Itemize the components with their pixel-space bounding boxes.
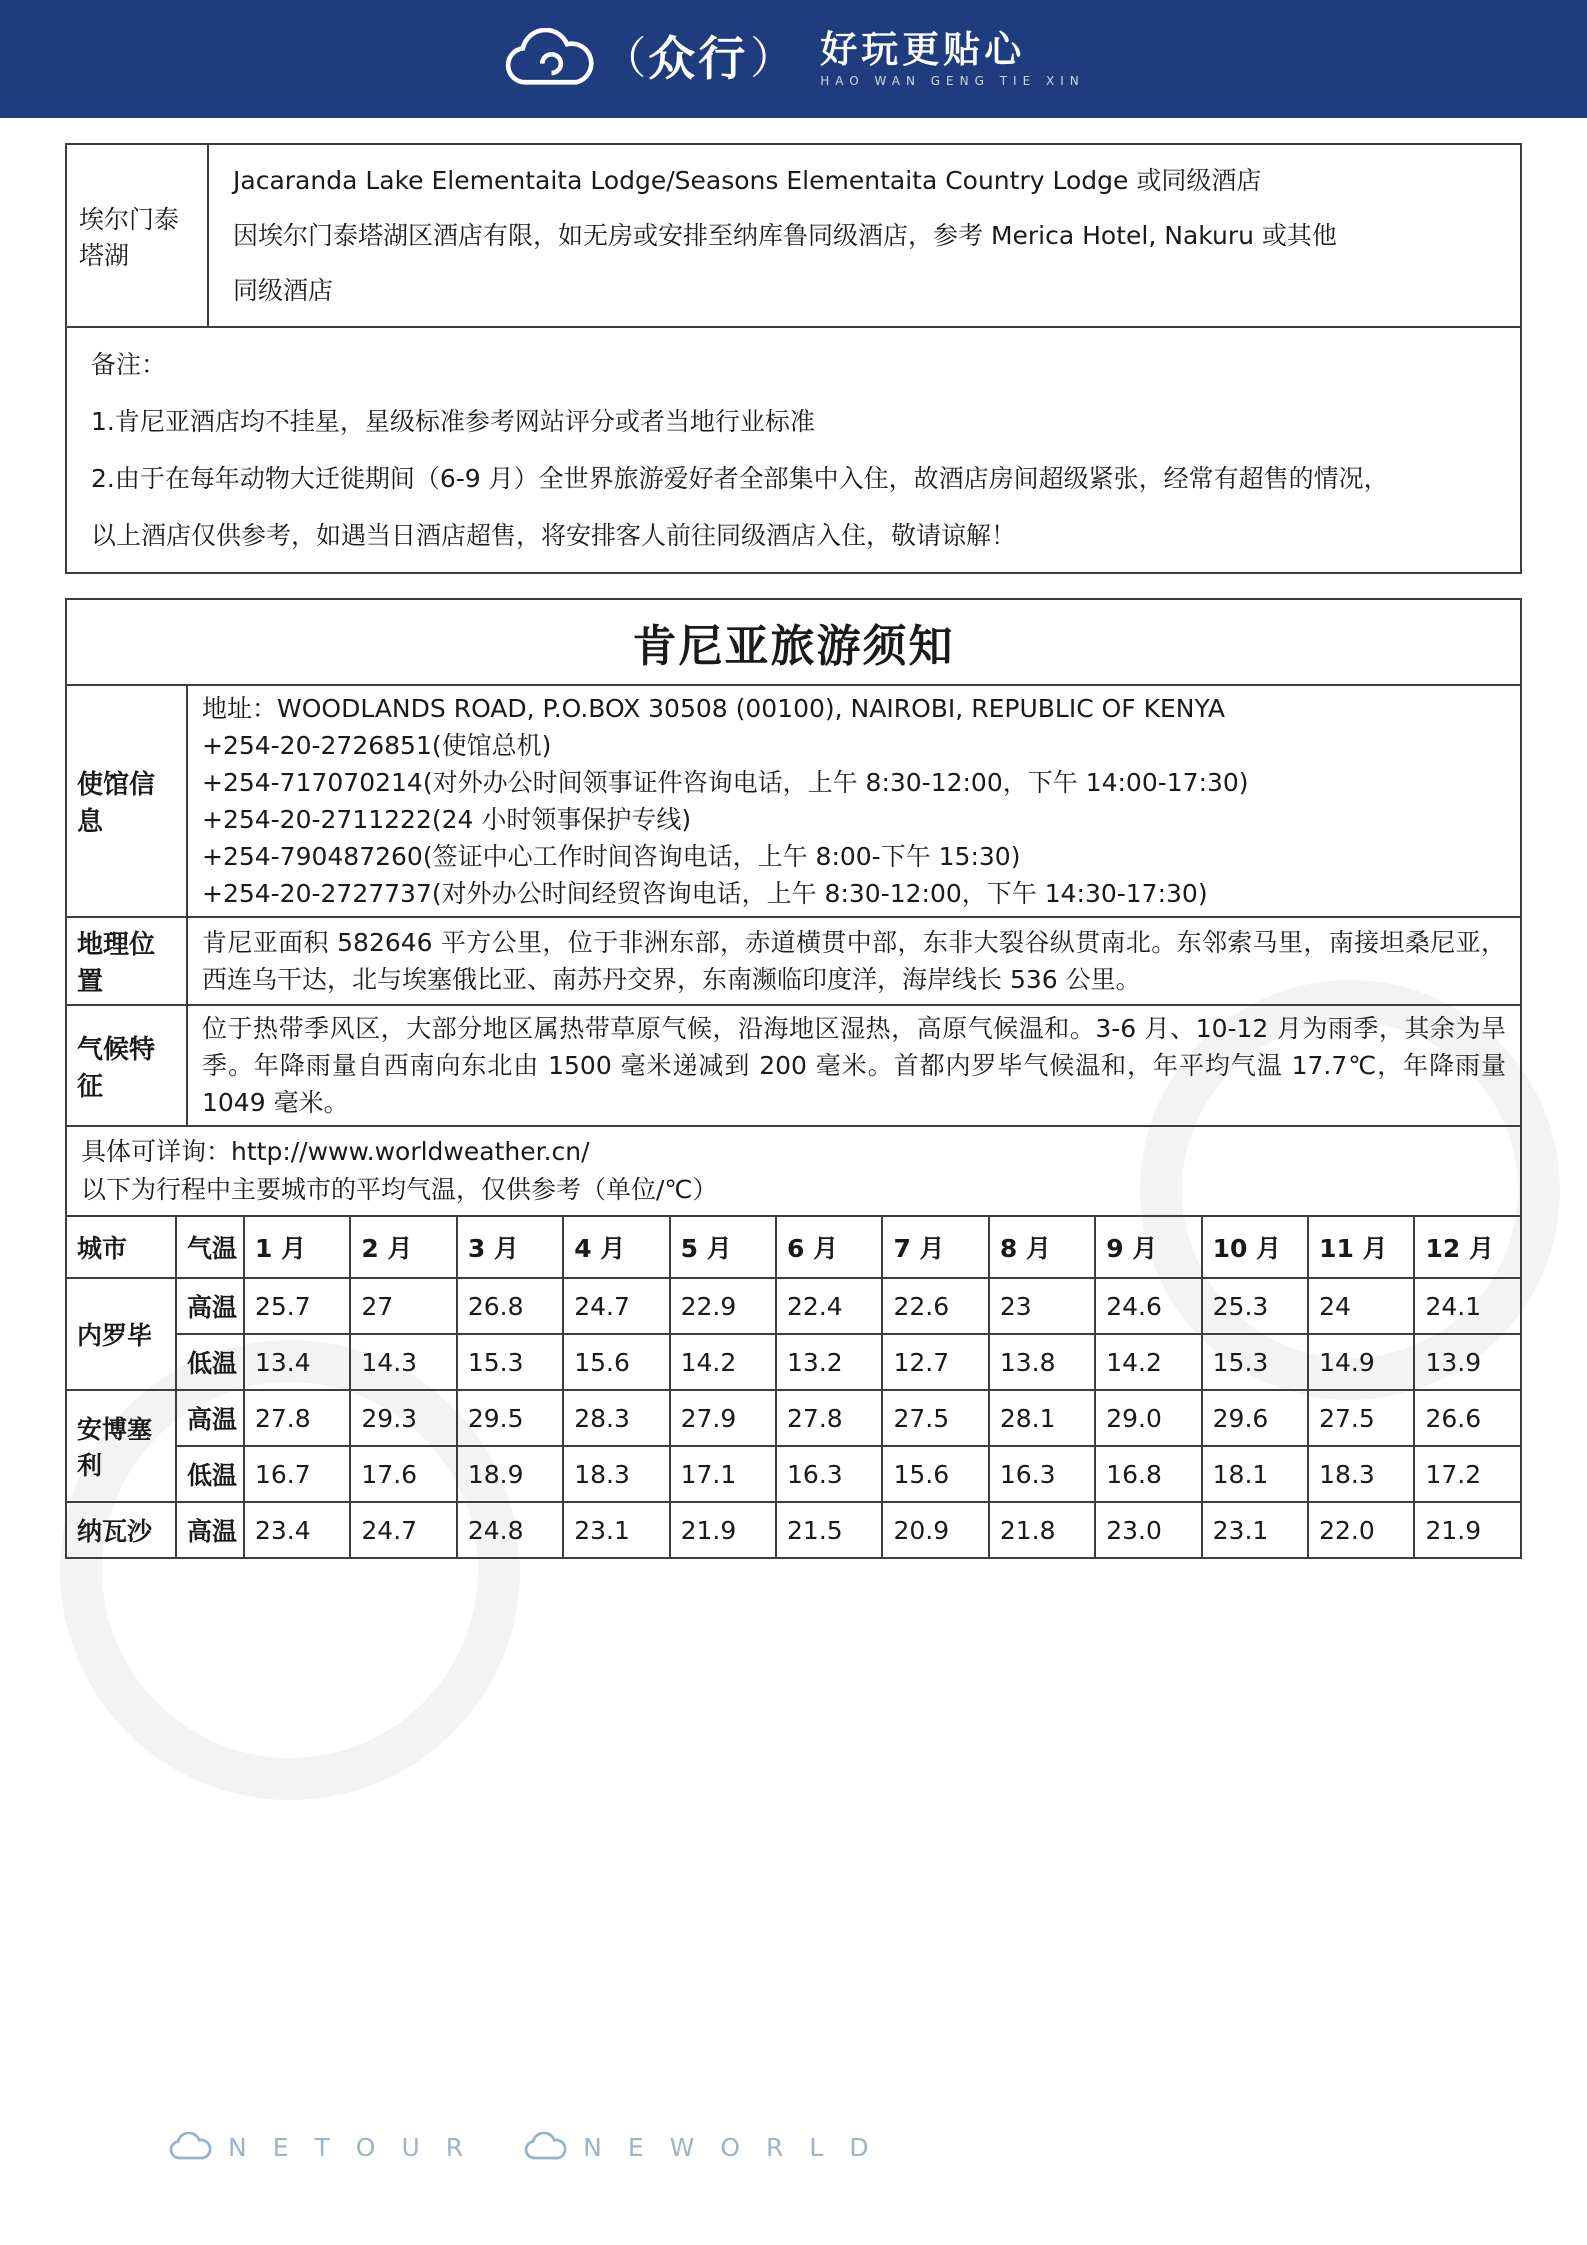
month-header-cell: 4 月	[563, 1216, 669, 1278]
month-header-cell: 7 月	[882, 1216, 988, 1278]
hotel-table	[65, 143, 1522, 574]
temp-value-cell: 18.9	[457, 1446, 563, 1502]
temp-value-cell: 29.0	[1095, 1390, 1201, 1446]
text-line: 备注：	[91, 350, 167, 379]
temp-value-cell: 15.3	[457, 1334, 563, 1390]
temp-value-cell: 22.4	[776, 1278, 882, 1334]
temp-value-cell: 14.2	[670, 1334, 776, 1390]
temp-value-cell: 18.1	[1202, 1446, 1308, 1502]
footer-brand-netour: NETOUR	[228, 2132, 490, 2162]
embassy-row	[66, 685, 1521, 917]
temp-value-cell: 27.9	[670, 1390, 776, 1446]
temp-value-cell: 13.4	[244, 1334, 350, 1390]
temp-value-cell: 21.8	[989, 1502, 1095, 1558]
weather-row-nairobi-low	[66, 1334, 1521, 1390]
temp-value-cell: 21.9	[1414, 1502, 1521, 1558]
temp-value-cell: 14.9	[1308, 1334, 1414, 1390]
temp-value-cell: 28.1	[989, 1390, 1095, 1446]
month-header-cell: 6 月	[776, 1216, 882, 1278]
temp-value-cell: 17.2	[1414, 1446, 1521, 1502]
text-line: 具体可详询：http://www.worldweather.cn/	[81, 1137, 590, 1166]
brand-bracket-left: （	[602, 33, 647, 84]
temp-value-cell: 22.9	[670, 1278, 776, 1334]
temp-value-cell: 26.8	[457, 1278, 563, 1334]
brand-bracket-right: ）	[750, 33, 795, 84]
temp-value-cell: 23	[989, 1278, 1095, 1334]
temp-value-cell: 15.6	[563, 1334, 669, 1390]
temp-value-cell: 17.6	[350, 1446, 456, 1502]
month-header-cell: 11 月	[1308, 1216, 1414, 1278]
temp-value-cell: 27.5	[882, 1390, 988, 1446]
text-line: 地址：WOODLANDS ROAD, P.O.BOX 30508 (00100), NAIROBI, REPUBLIC OF KENYA	[202, 694, 1225, 723]
temp-value-cell: 16.3	[989, 1446, 1095, 1502]
temp-value-cell: 27.8	[244, 1390, 350, 1446]
city-cell: 内罗毕	[66, 1278, 176, 1390]
temp-value-cell: 16.7	[244, 1446, 350, 1502]
temp-value-cell: 29.6	[1202, 1390, 1308, 1446]
temp-value-cell: 16.3	[776, 1446, 882, 1502]
temp-value-cell: 22.0	[1308, 1502, 1414, 1558]
weather-header-row	[66, 1216, 1521, 1278]
temp-value-cell: 21.9	[670, 1502, 776, 1558]
city-cell: 纳瓦沙	[66, 1502, 176, 1558]
temp-value-cell: 23.1	[563, 1502, 669, 1558]
climate-text: 位于热带季风区，大部分地区属热带草原气候，沿海地区湿热，高原气候温和。3-6 月、10-12 月为雨季，其余为旱季。年降雨量自西南向东北由 1500 毫米递减到 200 毫米。首都内罗毕气候温和，年平均气温 17.7℃，年降雨量 1049 毫米。	[187, 1005, 1521, 1126]
text-line: 1.肯尼亚酒店均不挂星，星级标准参考网站评分或者当地行业标准	[91, 407, 815, 436]
weather-row-amboseli-high	[66, 1390, 1521, 1446]
brand-name: 众行	[648, 31, 749, 87]
temp-type-cell: 低温	[176, 1334, 244, 1390]
temp-value-cell: 27.8	[776, 1390, 882, 1446]
temp-value-cell: 15.3	[1202, 1334, 1308, 1390]
travel-notice-table	[65, 598, 1522, 1217]
weather-row-nairobi-high	[66, 1278, 1521, 1334]
notice-title-row	[66, 599, 1521, 685]
temp-value-cell: 25.3	[1202, 1278, 1308, 1334]
temp-value-cell: 15.6	[882, 1446, 988, 1502]
temp-type-cell: 高温	[176, 1278, 244, 1334]
text-line: Jacaranda Lake Elementaita Lodge/Seasons Elementaita Country Lodge 或同级酒店	[233, 166, 1262, 195]
document-body	[0, 118, 1587, 1559]
temp-value-cell: 29.3	[350, 1390, 456, 1446]
temp-value-cell: 24.7	[350, 1502, 456, 1558]
text-line: 以下为行程中主要城市的平均气温，仅供参考（单位/℃）	[81, 1175, 718, 1204]
temp-value-cell: 25.7	[244, 1278, 350, 1334]
hotel-notes-cell	[66, 327, 1521, 573]
brand-logo	[502, 28, 1084, 90]
brand-slogan: 好玩更贴心	[820, 28, 1026, 72]
text-line: 2.由于在每年动物大迁徙期间（6-9 月）全世界旅游爱好者全部集中入住，故酒店房间超级紧张，经常有超售的情况，	[91, 464, 1389, 493]
temp-value-cell: 17.1	[670, 1446, 776, 1502]
temp-value-cell: 23.4	[244, 1502, 350, 1558]
city-column-header: 城市	[66, 1216, 176, 1278]
temp-value-cell: 23.0	[1095, 1502, 1201, 1558]
weather-note-row	[66, 1126, 1521, 1216]
month-header-cell: 10 月	[1202, 1216, 1308, 1278]
embassy-info-cell	[187, 685, 1521, 917]
temp-value-cell: 24.6	[1095, 1278, 1201, 1334]
month-header-cell: 3 月	[457, 1216, 563, 1278]
notes-row	[66, 327, 1521, 573]
month-header-cell: 2 月	[350, 1216, 456, 1278]
geography-label: 地理位置	[66, 917, 187, 1005]
month-header-cell: 9 月	[1095, 1216, 1201, 1278]
climate-label: 气候特征	[66, 1005, 187, 1126]
text-line: 因埃尔门泰塔湖区酒店有限，如无房或安排至纳库鲁同级酒店，参考 Merica Hotel, Nakuru 或其他	[233, 221, 1337, 250]
temp-value-cell: 24	[1308, 1278, 1414, 1334]
embassy-label: 使馆信息	[66, 685, 187, 917]
page-footer	[168, 2132, 895, 2162]
hotel-detail-cell	[208, 144, 1521, 327]
text-line: +254-20-2726851(使馆总机)	[202, 731, 552, 760]
temp-type-cell: 低温	[176, 1446, 244, 1502]
month-header-cell: 12 月	[1414, 1216, 1521, 1278]
temp-value-cell: 27.5	[1308, 1390, 1414, 1446]
climate-row	[66, 1005, 1521, 1126]
temp-value-cell: 22.6	[882, 1278, 988, 1334]
weather-note-cell	[66, 1126, 1521, 1216]
temp-column-header: 气温	[176, 1216, 244, 1278]
temp-value-cell: 18.3	[1308, 1446, 1414, 1502]
brand-slogan-block	[820, 30, 1084, 88]
temp-value-cell: 27	[350, 1278, 456, 1334]
notice-title: 肯尼亚旅游须知	[66, 599, 1521, 685]
text-line: +254-20-2727737(对外办公时间经贸咨询电话，上午 8:30-12:00，下午 14:30-17:30)	[202, 879, 1208, 908]
month-header-cell: 5 月	[670, 1216, 776, 1278]
temp-value-cell: 29.5	[457, 1390, 563, 1446]
temp-value-cell: 14.2	[1095, 1334, 1201, 1390]
temp-type-cell: 高温	[176, 1390, 244, 1446]
brand-cloud-icon	[502, 28, 598, 90]
text-line: +254-20-2711222(24 小时领事保护专线)	[202, 805, 692, 834]
temp-value-cell: 16.8	[1095, 1446, 1201, 1502]
text-line: 同级酒店	[233, 276, 334, 305]
footer-cloud-icon	[523, 2132, 567, 2162]
weather-table	[65, 1215, 1522, 1559]
footer-cloud-icon	[168, 2132, 212, 2162]
text-line: +254-790487260(签证中心工作时间咨询电话，上午 8:00-下午 15:30)	[202, 842, 1021, 871]
hotel-location-cell: 埃尔门泰塔湖	[66, 144, 208, 327]
city-cell: 安博塞利	[66, 1390, 176, 1502]
geography-text: 肯尼亚面积 582646 平方公里，位于非洲东部，赤道横贯中部，东非大裂谷纵贯南北。东邻索马里，南接坦桑尼亚，西连乌干达，北与埃塞俄比亚、南苏丹交界，东南濒临印度洋，海岸线长 536 公里。	[187, 917, 1521, 1005]
footer-brand-neworld: NEWORLD	[583, 2132, 895, 2162]
temp-value-cell: 12.7	[882, 1334, 988, 1390]
weather-row-amboseli-low	[66, 1446, 1521, 1502]
month-header-cell: 1 月	[244, 1216, 350, 1278]
temp-value-cell: 24.8	[457, 1502, 563, 1558]
temp-value-cell: 24.7	[563, 1278, 669, 1334]
brand-slogan-pinyin: HAO WAN GENG TIE XIN	[820, 73, 1085, 88]
temp-value-cell: 14.3	[350, 1334, 456, 1390]
hotel-row	[66, 144, 1521, 327]
temp-value-cell: 28.3	[563, 1390, 669, 1446]
temp-value-cell: 13.2	[776, 1334, 882, 1390]
text-line: 以上酒店仅供参考，如遇当日酒店超售，将安排客人前往同级酒店入住，敬请谅解！	[91, 521, 1017, 550]
temp-value-cell: 13.8	[989, 1334, 1095, 1390]
temp-value-cell: 18.3	[563, 1446, 669, 1502]
header-banner	[0, 0, 1587, 118]
geography-row	[66, 917, 1521, 1005]
month-header-cell: 8 月	[989, 1216, 1095, 1278]
temp-value-cell: 26.6	[1414, 1390, 1521, 1446]
text-line: +254-717070214(对外办公时间领事证件咨询电话，上午 8:30-12:00，下午 14:00-17:30)	[202, 768, 1249, 797]
temp-value-cell: 13.9	[1414, 1334, 1521, 1390]
temp-value-cell: 21.5	[776, 1502, 882, 1558]
temp-value-cell: 20.9	[882, 1502, 988, 1558]
weather-row-naivasha-high	[66, 1502, 1521, 1558]
temp-type-cell: 高温	[176, 1502, 244, 1558]
temp-value-cell: 23.1	[1202, 1502, 1308, 1558]
temp-value-cell: 24.1	[1414, 1278, 1521, 1334]
